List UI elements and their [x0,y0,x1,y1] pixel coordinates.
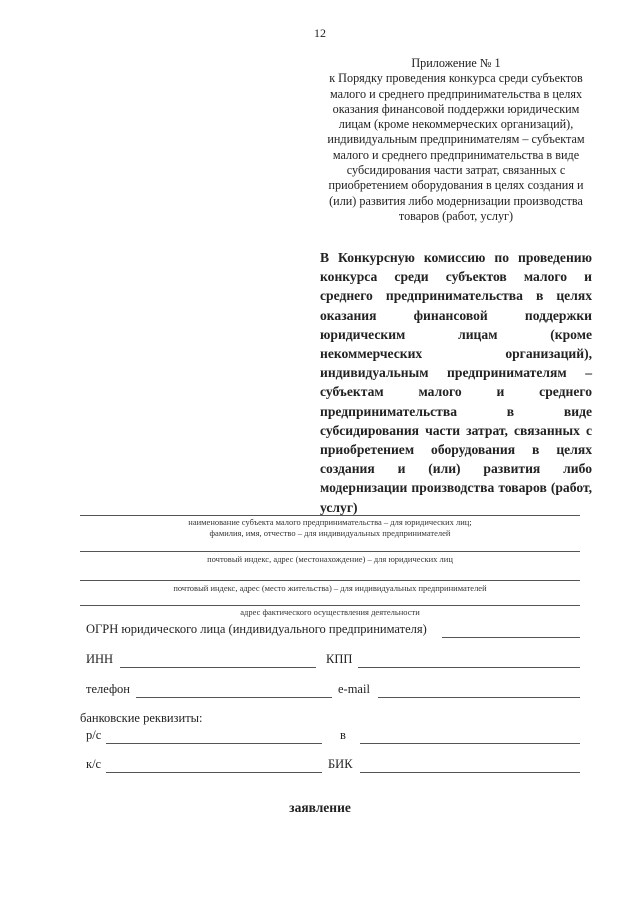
appendix-line: лицам (кроме некоммерческих организаций), [338,117,574,132]
appendix-line: (или) развития либо модернизации производства [329,193,583,208]
actual-address-caption: адрес фактического осуществления деятельности [240,607,420,617]
email-label: e-mail [338,682,370,696]
ogrn-field[interactable] [442,637,580,638]
appendix-line: товаров (работ, услуг) [398,208,514,223]
statement-title: заявление [289,800,351,815]
residence-address-line[interactable] [80,580,580,581]
applicant-name-caption [80,517,580,539]
ogrn-row [80,622,580,640]
bik-field[interactable] [360,772,580,773]
appendix-line: субсидирования части затрат, связанных с [346,163,566,178]
in-bank-label: в [340,728,346,742]
inn-field[interactable] [120,667,316,668]
actual-address-line[interactable] [80,605,580,606]
account-row [80,728,580,746]
inn-label: ИНН [86,652,114,666]
phone-field[interactable] [136,697,332,698]
account-label: р/с [86,728,102,742]
addressee-block: В Конкурсную комиссию по проведению конкурса среди субъектов малого и среднего предпринимательства в целях оказания финансовой поддержки юридическим лицам (кроме некоммерческих организаций), индивидуальным предпринимателям – субъектам малого и среднего предпринимательства в виде субсидирования части затрат, связанных с приобретением оборудования в целях создания и (или) развития либо модернизации производства товаров (работ, услуг) [320,250,592,515]
kpp-field[interactable] [358,667,580,668]
appendix-header [312,56,600,224]
bik-label: БИК [328,757,353,771]
kpp-label: КПП [326,652,353,666]
email-field[interactable] [378,697,580,698]
page-number: 12 [314,26,326,40]
corr-account-field[interactable] [106,772,322,773]
account-field[interactable] [106,743,322,744]
phone-email-row [80,682,580,700]
appendix-line: оказания финансовой поддержки юридическим [332,101,580,116]
appendix-line: индивидуальным предпринимателям – субъектам [327,132,585,147]
bank-details-row [80,711,580,729]
caption-line: наименование субъекта малого предпринимательства – для юридических лиц; [188,517,472,527]
inn-kpp-row [80,652,580,670]
phone-label: телефон [86,682,130,696]
appendix-title: Приложение № 1 [411,56,501,70]
applicant-name-line[interactable] [80,515,580,516]
legal-address-line[interactable] [80,551,580,552]
caption-line: фамилия, имя, отчество – для индивидуальных предпринимателей [209,528,451,538]
legal-address-caption: почтовый индекс, адрес (местонахождение) – для юридических лиц [207,554,453,564]
appendix-line: малого и среднего предпринимательства в виде [332,147,580,162]
appendix-line: приобретением оборудования в целях создания и [328,178,584,193]
appendix-line: малого и среднего предпринимательства в целях [329,86,583,101]
corr-account-label: к/с [86,757,102,771]
bank-details-label: банковские реквизиты: [80,711,203,725]
appendix-line: к Порядку проведения конкурса среди субъектов [329,71,583,86]
corr-account-row [80,757,580,775]
bank-name-field[interactable] [360,743,580,744]
ogrn-label: ОГРН юридического лица (индивидуального предпринимателя) [86,622,427,636]
residence-address-caption: почтовый индекс, адрес (место жительства) – для индивидуальных предпринимателей [173,583,487,593]
